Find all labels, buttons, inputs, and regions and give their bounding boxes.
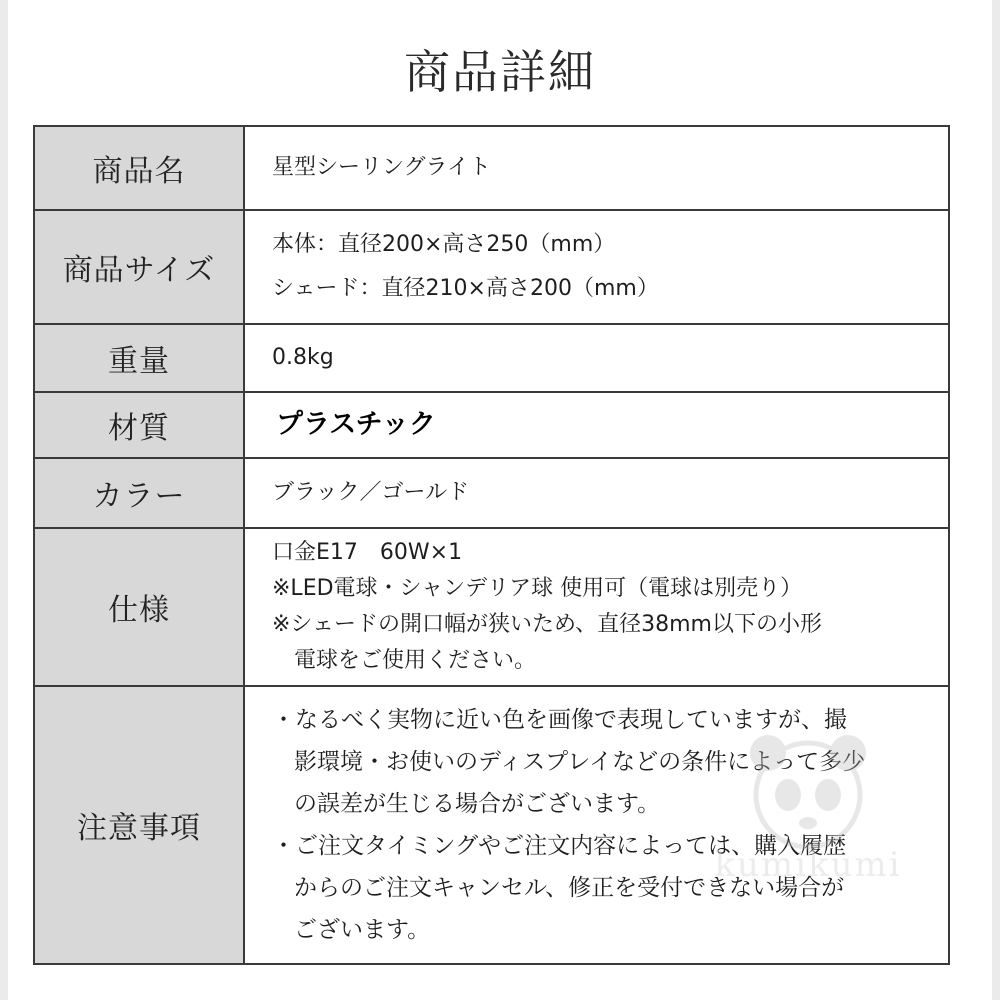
size-body-text: 本体：直径200×高さ250（mm）: [272, 232, 616, 257]
row-value-material: [244, 392, 949, 458]
row-label-product-name: 商品名: [34, 126, 244, 210]
note-2-line-3: ございます。: [294, 917, 431, 943]
row-label-material: 材質: [34, 392, 244, 458]
table-row-size: [34, 210, 949, 324]
color-text: ブラック／ゴールド: [272, 480, 470, 505]
row-label-size: 商品サイズ: [34, 210, 244, 324]
note-1-line-3: の誤差が生じる場合がございます。: [294, 791, 661, 817]
table-row-material: [34, 392, 949, 458]
row-label-notes: 注意事項: [34, 686, 244, 964]
product-name-text: 星型シーリングライト: [272, 155, 491, 180]
spec-shade-note-cont-text: 電球をご使用ください。: [294, 648, 537, 673]
weight-text: 0.8kg: [272, 345, 334, 370]
row-value-spec: [244, 528, 949, 686]
table-row-product-name: [34, 126, 949, 210]
spec-socket-text: 口金E17 60W×1: [272, 540, 463, 565]
size-shade-text: シェード：直径210×高さ200（mm）: [272, 276, 659, 301]
table-row-color: [34, 458, 949, 528]
row-label-weight: 重量: [34, 324, 244, 392]
spec-shade-note-text: ※シェードの開口幅が狭いため、直径38mm以下の小形: [272, 612, 822, 637]
note-2-line-2: からのご注文キャンセル、修正を受付できない場合が: [294, 875, 845, 901]
table-row-spec: [34, 528, 949, 686]
row-value-color: [244, 458, 949, 528]
spec-bulb-text: ※LED電球・シャンデリア球 使用可（電球は別売り）: [272, 576, 803, 601]
product-detail-table: [33, 125, 950, 965]
row-label-color: カラー: [34, 458, 244, 528]
watermark-text: kumikumi: [714, 845, 902, 885]
page-title: 商品詳細: [404, 45, 596, 99]
note-1-line-1: ・なるべく実物に近い色を画像で表現していますが、撮: [272, 707, 847, 733]
table-row-weight: [34, 324, 949, 392]
row-label-spec: 仕様: [34, 528, 244, 686]
row-value-product-name: [244, 126, 949, 210]
note-1-line-2: 影環境・お使いのディスプレイなどの条件によって多少: [294, 749, 866, 775]
row-value-size: [244, 210, 949, 324]
table-row-notes: [34, 686, 949, 964]
row-value-notes: [244, 686, 949, 964]
row-value-weight: [244, 324, 949, 392]
note-2-line-1: ・ご注文タイミングやご注文内容によっては、購入履歴: [272, 833, 847, 859]
material-text: プラスチック: [276, 409, 436, 440]
